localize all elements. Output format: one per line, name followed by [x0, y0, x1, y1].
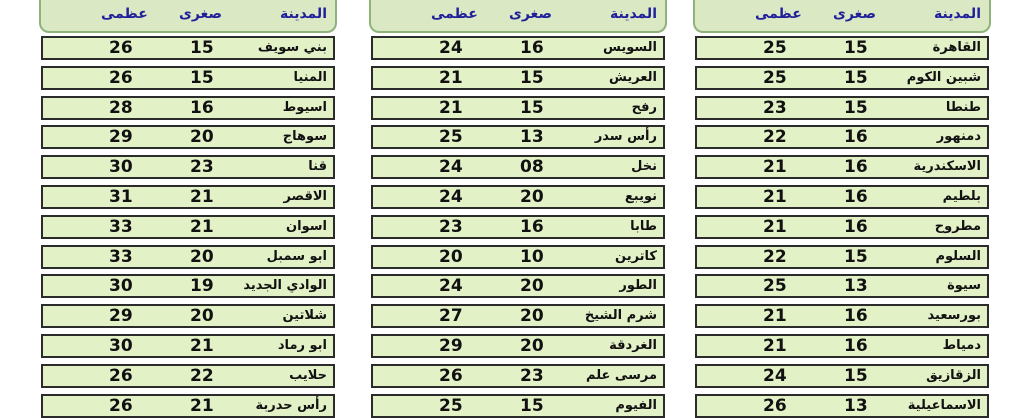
min-temp-cell: 16	[844, 306, 868, 327]
city-cell: رأس سدر	[594, 129, 657, 145]
max-temp-cell: 24	[439, 187, 463, 207]
table-row	[371, 364, 665, 388]
min-temp-cell: 21	[190, 336, 214, 356]
city-cell: كاترين	[615, 248, 657, 264]
table-row	[371, 36, 665, 60]
table-row	[41, 245, 335, 269]
max-temp-cell: 23	[763, 97, 787, 118]
table-row	[41, 36, 335, 60]
header-city: المدينة	[280, 6, 327, 22]
table-row	[695, 245, 989, 269]
city-cell: دمنهور	[936, 129, 981, 145]
min-temp-cell: 15	[520, 97, 544, 118]
max-temp-cell: 22	[763, 127, 787, 148]
min-temp-cell: 15	[190, 67, 214, 88]
min-temp-cell: 20	[520, 336, 544, 356]
min-temp-cell: 15	[520, 67, 544, 88]
city-cell: شلاتين	[282, 308, 327, 324]
header-city: المدينة	[610, 6, 657, 22]
city-cell: بورسعيد	[927, 308, 981, 324]
table-row	[695, 96, 989, 120]
city-cell: اسيوط	[282, 99, 327, 115]
table-row	[695, 185, 989, 209]
max-temp-cell: 23	[439, 216, 463, 237]
header-min: صغرى	[509, 6, 552, 22]
min-temp-cell: 16	[844, 336, 868, 356]
min-temp-cell: 15	[844, 67, 868, 88]
city-cell: طابا	[630, 218, 657, 234]
max-temp-cell: 29	[439, 336, 463, 356]
max-temp-cell: 26	[109, 67, 133, 88]
city-cell: مطروح	[934, 218, 981, 234]
table-row	[695, 364, 989, 388]
max-temp-cell: 21	[439, 97, 463, 118]
table-row	[41, 66, 335, 90]
city-cell: ابو رماد	[277, 338, 327, 353]
min-temp-cell: 15	[844, 365, 868, 386]
city-cell: السويس	[603, 40, 657, 55]
max-temp-cell: 25	[439, 127, 463, 148]
table-row	[695, 304, 989, 328]
max-temp-cell: 30	[109, 276, 133, 297]
table-row	[371, 245, 665, 269]
city-cell: بلطيم	[942, 189, 981, 204]
max-temp-cell: 24	[439, 276, 463, 297]
table-row	[371, 334, 665, 358]
city-cell: المنيا	[293, 69, 327, 85]
city-cell: الاسماعيلية	[907, 397, 981, 413]
min-temp-cell: 15	[520, 395, 544, 416]
max-temp-cell: 30	[109, 336, 133, 356]
max-temp-cell: 29	[109, 306, 133, 327]
city-cell: الوادي الجديد	[243, 278, 327, 294]
table-row	[41, 125, 335, 149]
max-temp-cell: 21	[763, 216, 787, 237]
table-column-right	[695, 0, 989, 416]
table-row	[371, 66, 665, 90]
min-temp-cell: 23	[190, 157, 214, 178]
table-row	[371, 185, 665, 209]
max-temp-cell: 21	[439, 67, 463, 88]
min-temp-cell: 16	[520, 216, 544, 237]
city-cell: الطور	[619, 278, 657, 294]
table-row	[695, 274, 989, 298]
header-min: صغرى	[833, 6, 876, 22]
table-column-left	[41, 0, 335, 416]
table-row	[371, 155, 665, 179]
city-cell: العريش	[608, 69, 657, 85]
table-row	[41, 185, 335, 209]
table-row	[695, 125, 989, 149]
max-temp-cell: 29	[109, 127, 133, 148]
table-row	[695, 394, 989, 418]
city-cell: الغردقة	[609, 338, 657, 353]
table-row	[41, 304, 335, 328]
city-cell: السلوم	[935, 248, 981, 264]
table-row	[371, 394, 665, 418]
min-temp-cell: 20	[190, 246, 214, 267]
city-cell: شبين الكوم	[906, 69, 981, 85]
column-header	[693, 0, 991, 33]
min-temp-cell: 16	[190, 97, 214, 118]
table-row	[695, 215, 989, 239]
min-temp-cell: 19	[190, 276, 214, 297]
city-cell: دمياط	[942, 338, 981, 353]
max-temp-cell: 25	[763, 38, 787, 58]
min-temp-cell: 20	[520, 276, 544, 297]
city-cell: اسوان	[286, 218, 327, 234]
min-temp-cell: 20	[520, 187, 544, 207]
city-cell: رفح	[631, 99, 657, 115]
city-cell: مرسى علم	[586, 367, 657, 383]
city-cell: قنا	[308, 159, 327, 175]
min-temp-cell: 16	[844, 127, 868, 148]
max-temp-cell: 21	[763, 336, 787, 356]
min-temp-cell: 16	[844, 216, 868, 237]
table-column-middle	[371, 0, 665, 416]
min-temp-cell: 15	[844, 246, 868, 267]
max-temp-cell: 30	[109, 157, 133, 178]
min-temp-cell: 13	[844, 395, 868, 416]
table-row	[41, 334, 335, 358]
max-temp-cell: 33	[109, 246, 133, 267]
min-temp-cell: 20	[190, 127, 214, 148]
city-cell: القاهرة	[932, 40, 981, 55]
table-row	[371, 96, 665, 120]
min-temp-cell: 20	[520, 306, 544, 327]
city-cell: طنطا	[945, 99, 981, 115]
min-temp-cell: 21	[190, 395, 214, 416]
header-max: عظمى	[755, 6, 802, 22]
max-temp-cell: 24	[439, 157, 463, 178]
min-temp-cell: 15	[844, 38, 868, 58]
min-temp-cell: 10	[520, 246, 544, 267]
header-max: عظمى	[431, 6, 478, 22]
max-temp-cell: 24	[439, 38, 463, 58]
max-temp-cell: 33	[109, 216, 133, 237]
city-cell: الاسكندرية	[913, 159, 981, 175]
max-temp-cell: 21	[763, 157, 787, 178]
table-row	[41, 215, 335, 239]
min-temp-cell: 16	[520, 38, 544, 58]
min-temp-cell: 15	[190, 38, 214, 58]
city-cell: شرم الشيخ	[584, 308, 657, 324]
max-temp-cell: 27	[439, 306, 463, 327]
column-header	[39, 0, 337, 33]
min-temp-cell: 13	[844, 276, 868, 297]
header-min: صغرى	[179, 6, 222, 22]
max-temp-cell: 25	[439, 395, 463, 416]
max-temp-cell: 25	[763, 67, 787, 88]
max-temp-cell: 21	[763, 306, 787, 327]
min-temp-cell: 22	[190, 365, 214, 386]
min-temp-cell: 08	[520, 157, 544, 178]
min-temp-cell: 20	[190, 306, 214, 327]
table-row	[41, 274, 335, 298]
max-temp-cell: 24	[763, 365, 787, 386]
city-cell: نخل	[631, 159, 657, 175]
min-temp-cell: 21	[190, 187, 214, 207]
header-city: المدينة	[934, 6, 981, 22]
table-row	[695, 36, 989, 60]
column-header	[369, 0, 667, 33]
city-cell: الزقازيق	[926, 367, 981, 383]
min-temp-cell: 13	[520, 127, 544, 148]
table-row	[371, 274, 665, 298]
city-cell: الفيوم	[615, 397, 657, 413]
max-temp-cell: 25	[763, 276, 787, 297]
min-temp-cell: 16	[844, 157, 868, 178]
max-temp-cell: 21	[763, 187, 787, 207]
max-temp-cell: 20	[439, 246, 463, 267]
max-temp-cell: 26	[763, 395, 787, 416]
max-temp-cell: 31	[109, 187, 133, 207]
city-cell: سوهاج	[282, 129, 327, 145]
city-cell: حلايب	[289, 367, 327, 383]
table-row	[371, 304, 665, 328]
max-temp-cell: 22	[763, 246, 787, 267]
max-temp-cell: 26	[109, 395, 133, 416]
min-temp-cell: 15	[844, 97, 868, 118]
city-cell: سيوة	[947, 278, 981, 294]
table-row	[371, 125, 665, 149]
table-row	[41, 155, 335, 179]
table-row	[371, 215, 665, 239]
city-cell: نويبع	[624, 189, 657, 204]
city-cell: ابو سمبل	[266, 248, 327, 264]
max-temp-cell: 26	[109, 38, 133, 58]
city-cell: الاقصر	[283, 189, 327, 204]
table-row	[695, 66, 989, 90]
min-temp-cell: 21	[190, 216, 214, 237]
header-max: عظمى	[101, 6, 148, 22]
table-row	[41, 96, 335, 120]
max-temp-cell: 26	[439, 365, 463, 386]
min-temp-cell: 23	[520, 365, 544, 386]
table-row	[41, 364, 335, 388]
city-cell: بني سويف	[257, 40, 327, 55]
table-row	[695, 334, 989, 358]
table-row	[695, 155, 989, 179]
min-temp-cell: 16	[844, 187, 868, 207]
max-temp-cell: 28	[109, 97, 133, 118]
city-cell: رأس حدربة	[255, 397, 327, 413]
table-row	[41, 394, 335, 418]
max-temp-cell: 26	[109, 365, 133, 386]
